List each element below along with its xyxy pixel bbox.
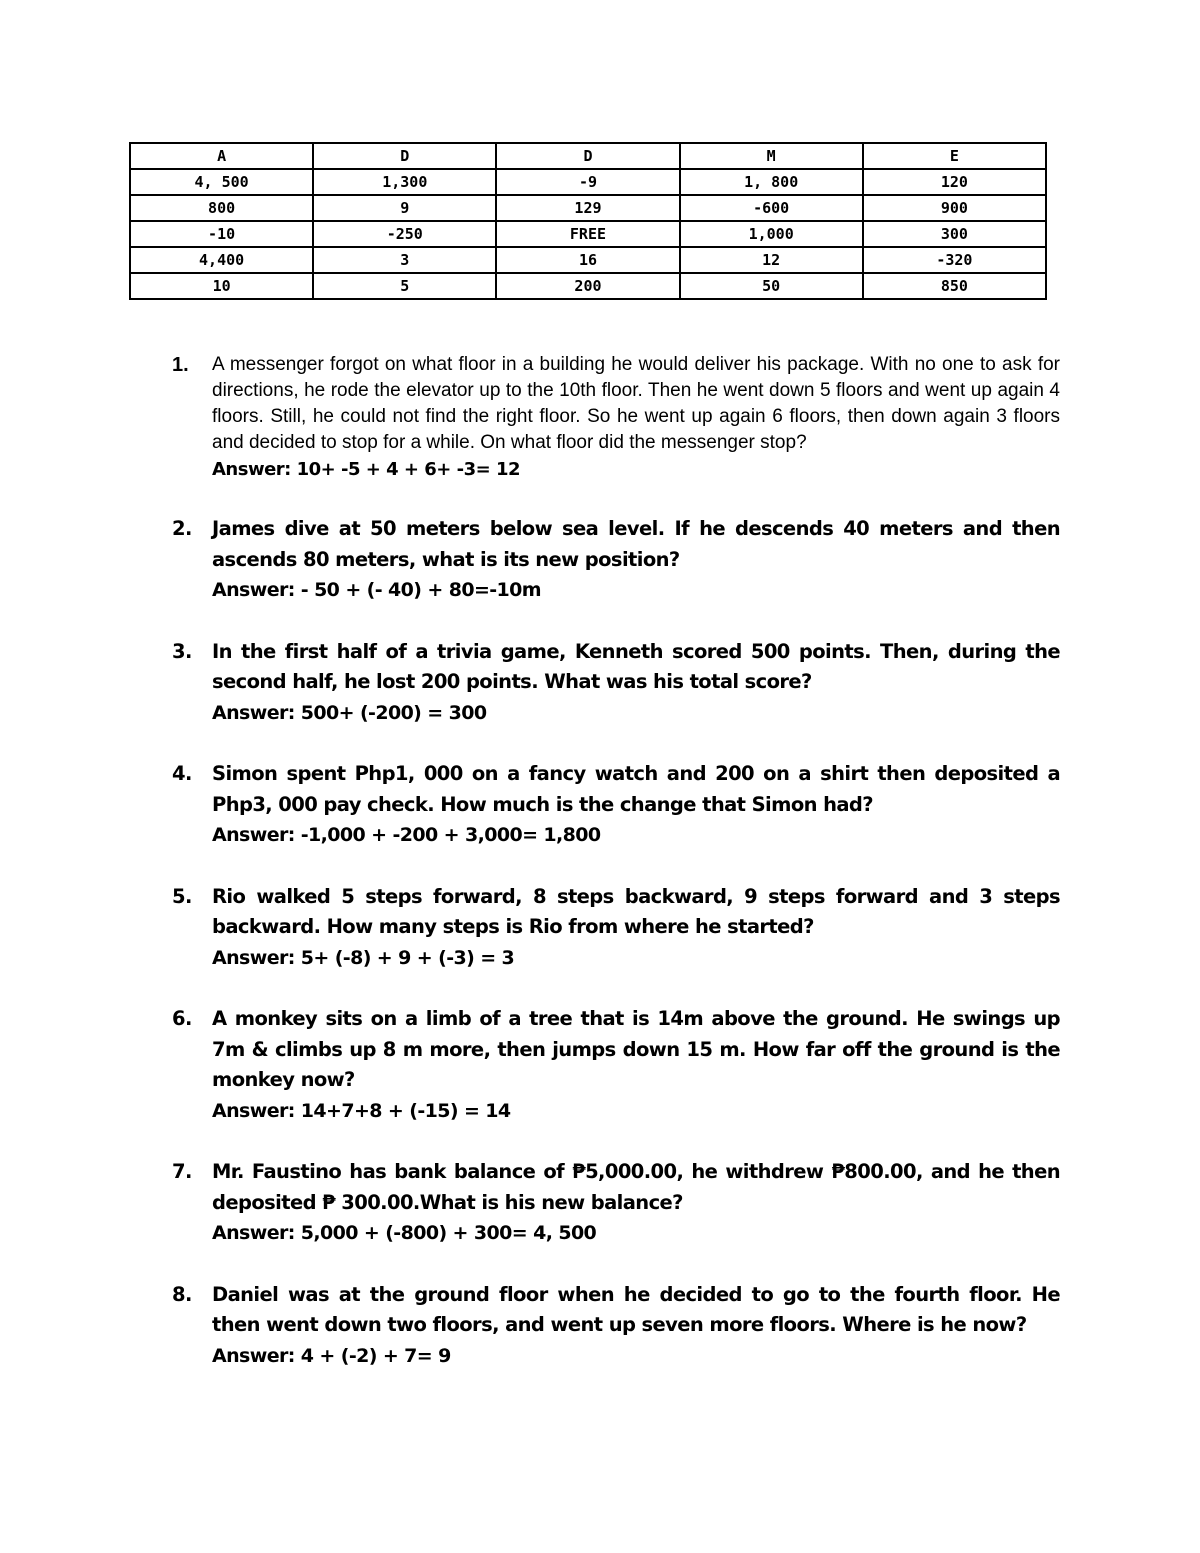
table-cell: -9 bbox=[496, 169, 679, 195]
table-cell: 850 bbox=[863, 273, 1046, 299]
problem-answer: Answer: 10+ -5 + 4 + 6+ -3= 12 bbox=[212, 459, 521, 480]
problem-answer: Answer: 5+ (-8) + 9 + (-3) = 3 bbox=[212, 946, 515, 969]
answer-key-table bbox=[129, 142, 1047, 300]
problem-answer: Answer: 500+ (-200) = 300 bbox=[212, 701, 487, 724]
table-cell: 10 bbox=[130, 273, 313, 299]
problem-item bbox=[172, 882, 1060, 974]
table-cell: 9 bbox=[313, 195, 496, 221]
table-header-cell: M bbox=[680, 143, 863, 169]
problem-text: Simon spent Php1, 000 on a fancy watch and 200 on a shirt then deposited a Php3, 000 pay check. How much is the change that Simon had? bbox=[212, 762, 1060, 816]
table-cell: 200 bbox=[496, 273, 679, 299]
table-cell: FREE bbox=[496, 221, 679, 247]
problem-answer: Answer: 5,000 + (-800) + 300= 4, 500 bbox=[212, 1222, 597, 1244]
problem-text: Daniel was at the ground floor when he decided to go to the fourth floor. He then went down two floors, and went up seven more floors. Where is he now? bbox=[212, 1282, 1060, 1336]
problem-answer: Answer: 14+7+8 + (-15) = 14 bbox=[212, 1099, 511, 1122]
table-header-cell: D bbox=[313, 143, 496, 169]
problem-number: 2. bbox=[172, 517, 192, 540]
problem-item bbox=[172, 352, 1060, 484]
table-cell: -320 bbox=[863, 247, 1046, 273]
problem-item bbox=[172, 1157, 1060, 1249]
table-row bbox=[130, 195, 1046, 221]
problem-number: 4. bbox=[172, 762, 192, 785]
table-header-cell: E bbox=[863, 143, 1046, 169]
problem-answer: Answer: -1,000 + -200 + 3,000= 1,800 bbox=[212, 824, 601, 846]
table-cell: 1, 800 bbox=[680, 169, 863, 195]
problem-number: 5. bbox=[172, 884, 192, 908]
problem-text: Rio walked 5 steps forward, 8 steps backward, 9 steps forward and 3 steps backward. How many steps is Rio from where he started? bbox=[212, 884, 1060, 938]
word-problem-list bbox=[172, 352, 1060, 1402]
problem-number: 7. bbox=[172, 1160, 192, 1183]
table-cell: -10 bbox=[130, 221, 313, 247]
table-cell: 5 bbox=[313, 273, 496, 299]
problem-answer: Answer: - 50 + (- 40) + 80=-10m bbox=[212, 579, 541, 601]
table-header-row bbox=[130, 143, 1046, 169]
table-header-cell: A bbox=[130, 143, 313, 169]
table-header-cell: D bbox=[496, 143, 679, 169]
table-cell: 4,400 bbox=[130, 247, 313, 273]
table-cell: 4, 500 bbox=[130, 169, 313, 195]
problem-text: In the first half of a trivia game, Kenneth scored 500 points. Then, during the second half, he lost 200 points. What was his total score? bbox=[212, 639, 1060, 693]
table-row bbox=[130, 221, 1046, 247]
problem-text: James dive at 50 meters below sea level. If he descends 40 meters and then ascends 80 meters, what is its new position? bbox=[212, 517, 1060, 571]
table-cell: -250 bbox=[313, 221, 496, 247]
table-cell: 900 bbox=[863, 195, 1046, 221]
problem-item bbox=[172, 1004, 1060, 1126]
problem-item bbox=[172, 759, 1060, 851]
table-cell: 1,000 bbox=[680, 221, 863, 247]
table-cell: 1,300 bbox=[313, 169, 496, 195]
table-cell: 12 bbox=[680, 247, 863, 273]
problem-number: 8. bbox=[172, 1282, 192, 1306]
table-cell: 50 bbox=[680, 273, 863, 299]
table-cell: 3 bbox=[313, 247, 496, 273]
table-cell: -600 bbox=[680, 195, 863, 221]
problem-answer: Answer: 4 + (-2) + 7= 9 bbox=[212, 1344, 451, 1367]
problem-item bbox=[172, 514, 1060, 606]
problem-text: A messenger forgot on what floor in a building he would deliver his package. With no one to ask for directions, he rode the elevator up to the 10th floor. Then he went down 5 floors and went up again 4 floors. Still, he could not find the right floor. So he went up again 6 floors, then down again 3 floors and decided to stop for a while. On what floor did the messenger stop? bbox=[212, 354, 1060, 453]
problem-text: A monkey sits on a limb of a tree that is 14m above the ground. He swings up 7m & climbs up 8 m more, then jumps down 15 m. How far off the ground is the monkey now? bbox=[212, 1007, 1060, 1091]
problem-text: Mr. Faustino has bank balance of ₱5,000.00, he withdrew ₱800.00, and he then deposited ₱ 300.00.What is his new balance? bbox=[212, 1160, 1060, 1214]
problem-number: 1. bbox=[172, 354, 189, 376]
table-cell: 16 bbox=[496, 247, 679, 273]
table-cell: 129 bbox=[496, 195, 679, 221]
problem-number: 3. bbox=[172, 639, 192, 663]
table-cell: 120 bbox=[863, 169, 1046, 195]
problem-number: 6. bbox=[172, 1007, 192, 1030]
problem-item bbox=[172, 637, 1060, 729]
table-row bbox=[130, 169, 1046, 195]
table-cell: 800 bbox=[130, 195, 313, 221]
problem-item bbox=[172, 1280, 1060, 1372]
table-row bbox=[130, 247, 1046, 273]
table-row bbox=[130, 273, 1046, 299]
table-cell: 300 bbox=[863, 221, 1046, 247]
